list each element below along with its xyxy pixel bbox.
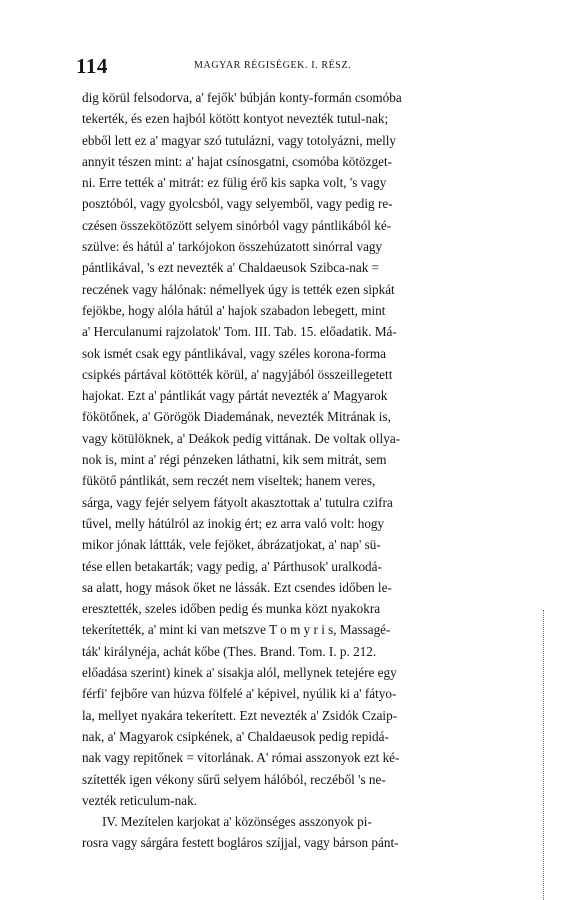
text-line: csipkés pártával kötötték körül, a' nagyjából összeillegetett [82,366,393,382]
text-line: pántlikával, 's ezt nevezték a' Chaldaeusok Szibca-nak = [82,260,380,276]
text-line: sa alatt, hogy mások őket ne lássák. Ezt csendes időben le- [82,579,392,595]
text-line: mikor jónak láttták, vele fejöket, ábrázatjokat, a' nap' sü- [82,537,381,553]
text-line: posztóból, vagy gyolcsból, vagy selyemből, vagy pedig re- [82,196,393,212]
text-line: hajokat. Ezt a' pántlikát vagy pártát nevezték a' Magyarok [82,388,388,404]
text-line: tése ellen betakarták; vagy pedig, a' Párthusok' uralkodá- [82,558,382,574]
text-line: fökötőnek, a' Görögök Diademának, nevezték Mitrának is, [82,409,391,425]
text-line: nak, a' Magyarok csipkének, a' Chaldaeusok pedig repidá- [82,728,389,744]
text-line: nak vagy repitőnek = vitorlának. A' római asszonyok ezt ké- [82,750,400,766]
text-line: vagy kötülöknek, a' Deákok pedig vittának. De voltak ollya- [82,430,401,446]
text-line: tekerték, és ezen hajból kötött kontyot nevezték tutul-nak; [82,111,389,127]
text-line: ebből lett ez a' magyar szó tutulázni, vagy totolyázni, melly [82,132,397,148]
text-line: vezték reticulum-nak. [82,792,197,808]
text-line: czésen összekötözött selyem sinórból vagy pántlikából ké- [82,217,392,233]
page-number: 114 [76,54,108,78]
text-line: sok ismét csak egy pántlikával, vagy széles korona-forma [82,345,386,361]
text-line: a' Herculanumi rajzolatok' Tom. III. Tab. 15. előadatik. Má- [82,324,397,340]
text-line: tekerítették, a' mint ki van metszve T o m y r i s, Massagé- [82,622,391,638]
paragraph-start-line: IV. Mezítelen karjokat a' közönséges asszonyok pi- [102,814,372,830]
body-text [82,87,502,854]
text-line: előadása szerint) kinek a' sisakja alól, mellynek tetejére egy [82,665,397,681]
margin-dotted-rule [543,610,545,900]
text-line: sárga, vagy fejér selyem fátyolt akasztottak a' tutulra czifra [82,494,393,510]
text-line: annyit tészen mint: a' hajat csínosgatni, csomóba kötözget- [82,153,393,169]
text-line: szülve: és hátúl a' tarkójokon összehúzatott sinórral vagy [82,239,383,255]
page-header [76,54,496,82]
text-line: férfi' fejbőre van húzva fölfelé a' képivel, nyúlik ki a' fátyo- [82,686,397,702]
text-line: dig körül felsodorva, a' fejők' búbján konty-formán csomóba [82,90,402,105]
text-line: reczének vagy hálónak: némellyek úgy is tették ezen sipkát [82,281,395,297]
text-line: nok is, mint a' régi pénzeken láthatni, kik sem mitrát, sem [82,452,387,468]
running-head: MAGYAR RÉGISÉGEK. I. RÉSZ. [194,60,352,71]
text-line: szítették igen vékony sűrű selyem hálóból, reczéből 's ne- [82,771,386,787]
text-line: rosra vagy sárgára festett bogláros szíjjal, vagy bárson pánt- [82,835,399,851]
text-line: la, mellyet nyakára tekerített. Ezt nevezték a' Zsidók Czaip- [82,707,398,723]
text-line: fejökbe, hogy alóla hátúl a' hajok szabadon lebegett, mint [82,302,386,318]
text-line: fükötő pántlikát, sem reczét nem viseltek; hanem veres, [82,473,376,489]
text-line: eresztették, szeles időben pedig és munka közt nyakokra [82,601,381,617]
text-line: ni. Erre tették a' mitrát: ez fülig érő kis sapka volt, 's vagy [82,175,387,191]
text-line: ták' királynéja, achát kőbe (Thes. Brand. Tom. I. p. 212. [82,643,377,659]
text-line: tűvel, melly hátúlról az inokig ért; ez arra való volt: hogy [82,515,385,531]
